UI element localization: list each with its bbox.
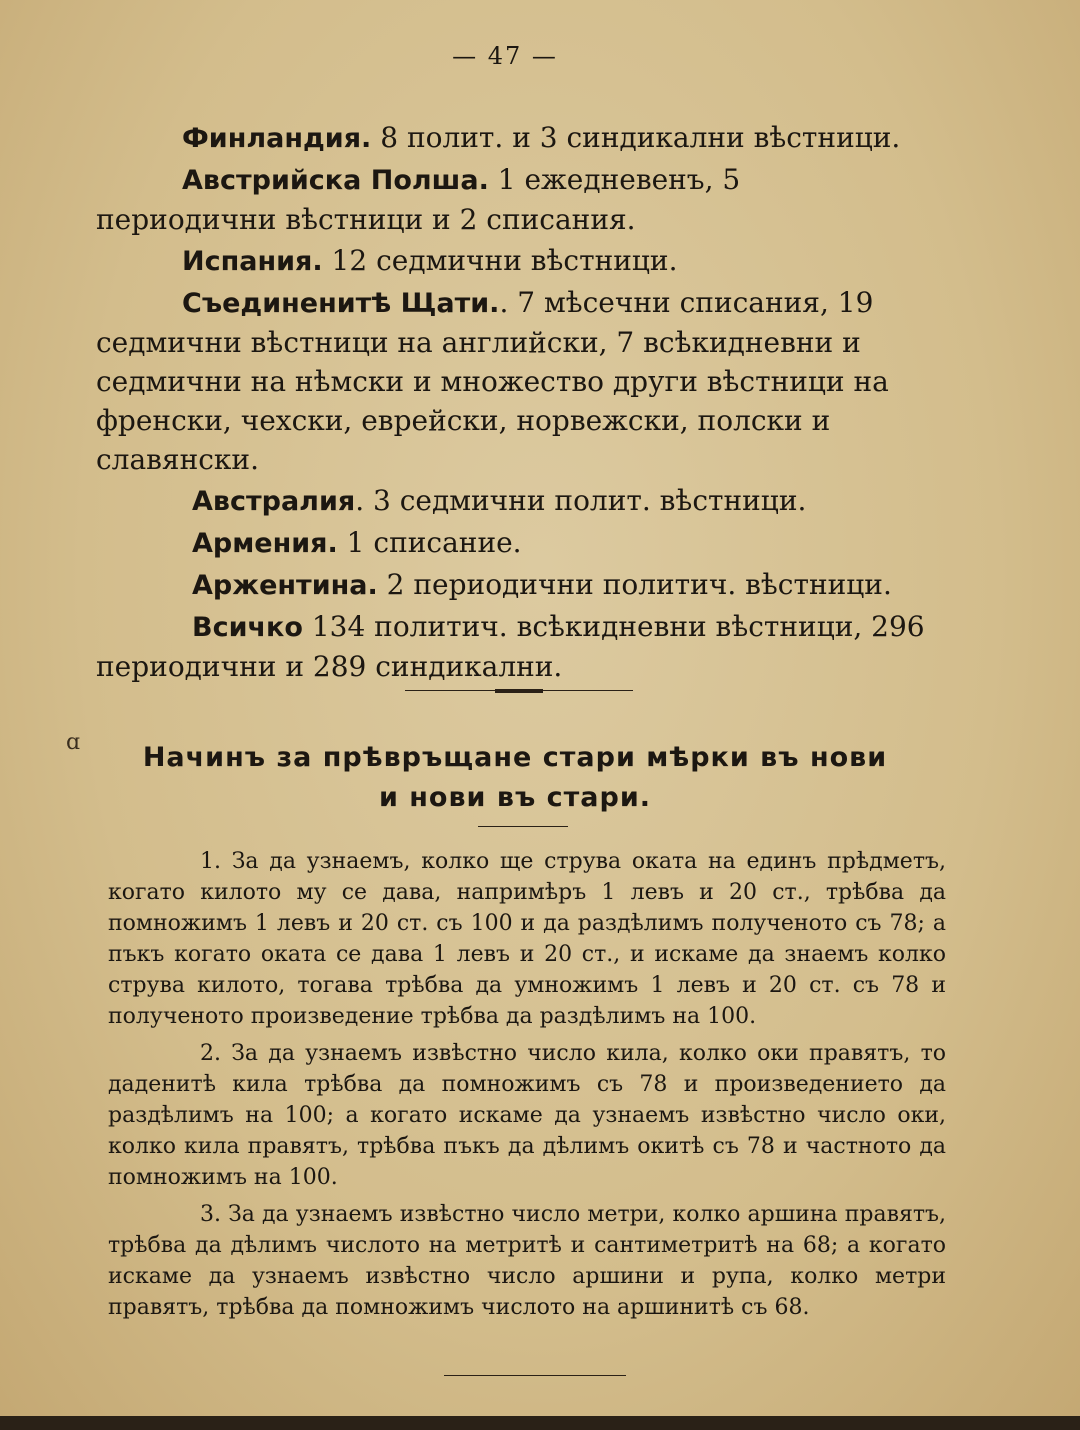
country-name: Съединенитѣ Щати.: [182, 288, 500, 319]
section-title-line-2: и нови въ стари.: [378, 782, 652, 813]
country-name: Австралия: [192, 486, 356, 517]
entry-austrian-poland: [96, 160, 926, 239]
conversion-paragraphs: [108, 846, 946, 1329]
entry-united-states: [96, 283, 926, 479]
section-title-line-1: Начинъ за прѣвръщане стари мѣрки въ нови: [142, 742, 888, 773]
entry-total: [96, 607, 926, 686]
entry-text: 12 седмични вѣстници.: [322, 244, 678, 277]
entry-text: . 3 седмични полит. вѣстници.: [355, 484, 807, 517]
entry-text: 2 периодични политич. вѣстници.: [377, 568, 892, 601]
paragraph-2: 2. За да узнаемъ извѣстно число кила, колко оки правятъ, то даденитѣ кила трѣбва да помножимъ съ 78 и произведението да раздѣлимъ на 100; а когато искаме да узнаемъ извѣстно число оки, колко кила правятъ, трѣбва пъкъ да дѣлимъ окитѣ съ 78 и частното да помножимъ на 100.: [108, 1041, 946, 1190]
entry-finland: [96, 118, 926, 158]
country-name: Всичко: [192, 612, 303, 643]
entry-text: 1 ежедневенъ, 5 периодични вѣстници и 2 списания.: [96, 163, 741, 236]
country-name: Аржентина.: [192, 570, 378, 601]
end-rule: [444, 1375, 626, 1376]
entry-armenia: [96, 523, 926, 563]
margin-pencil-mark: ɑ: [66, 730, 81, 755]
paragraph-3: 3. За да узнаемъ извѣстно число метри, колко аршина правятъ, трѣбва да дѣлимъ числото на метритѣ и сантиметритѣ на 68; а когато искаме да узнаемъ извѣстно число аршини и рупа, колко метри правятъ, трѣбва да помножимъ числото на аршинитѣ съ 68.: [108, 1202, 946, 1320]
page-number: — 47 —: [452, 42, 558, 70]
section-title: [90, 738, 940, 818]
entry-text: . 7 мѣсечни списания, 19 седмични вѣстници на английски, 7 всѣкидневни и седмични на нѣмски и множество други вѣстници на френски, чехски, еврейски, норвежски, полски и славянски.: [96, 286, 889, 476]
title-underline: [478, 826, 568, 827]
page-bottom-edge: [0, 1416, 1080, 1430]
country-name: Финландия.: [182, 123, 372, 154]
country-entries: [96, 118, 926, 688]
entry-argentina: [96, 565, 926, 605]
entry-australia: [96, 481, 926, 521]
entry-text: 8 полит. и 3 синдикални вѣстници.: [371, 121, 901, 154]
country-name: Австрийска Полша.: [182, 165, 489, 196]
paragraph-1: 1. За да узнаемъ, колко ще струва оката на единъ прѣдметъ, когато килото му се дава, напримѣръ 1 левъ и 20 ст., трѣбва да помножимъ 1 левъ и 20 ст. съ 100 и да раздѣлимъ полученото съ 78; а пъкъ когато оката се дава 1 левъ и 20 ст., и искаме да знаемъ колко струва килото, тогава трѣбва да умножимъ 1 левъ и 20 ст. съ 78 и полученото произведение трѣбва да раздѣлимъ на 100.: [108, 849, 946, 1029]
country-name: Испания.: [182, 246, 323, 277]
country-name: Армения.: [192, 528, 338, 559]
entry-spain: [96, 241, 926, 281]
entry-text: 1 списание.: [337, 526, 522, 559]
section-divider-ornament: [405, 690, 633, 695]
entry-text: 134 политич. всѣкидневни вѣстници, 296 периодични и 289 синдикални.: [96, 610, 925, 683]
divider-center-bar: [495, 689, 543, 693]
